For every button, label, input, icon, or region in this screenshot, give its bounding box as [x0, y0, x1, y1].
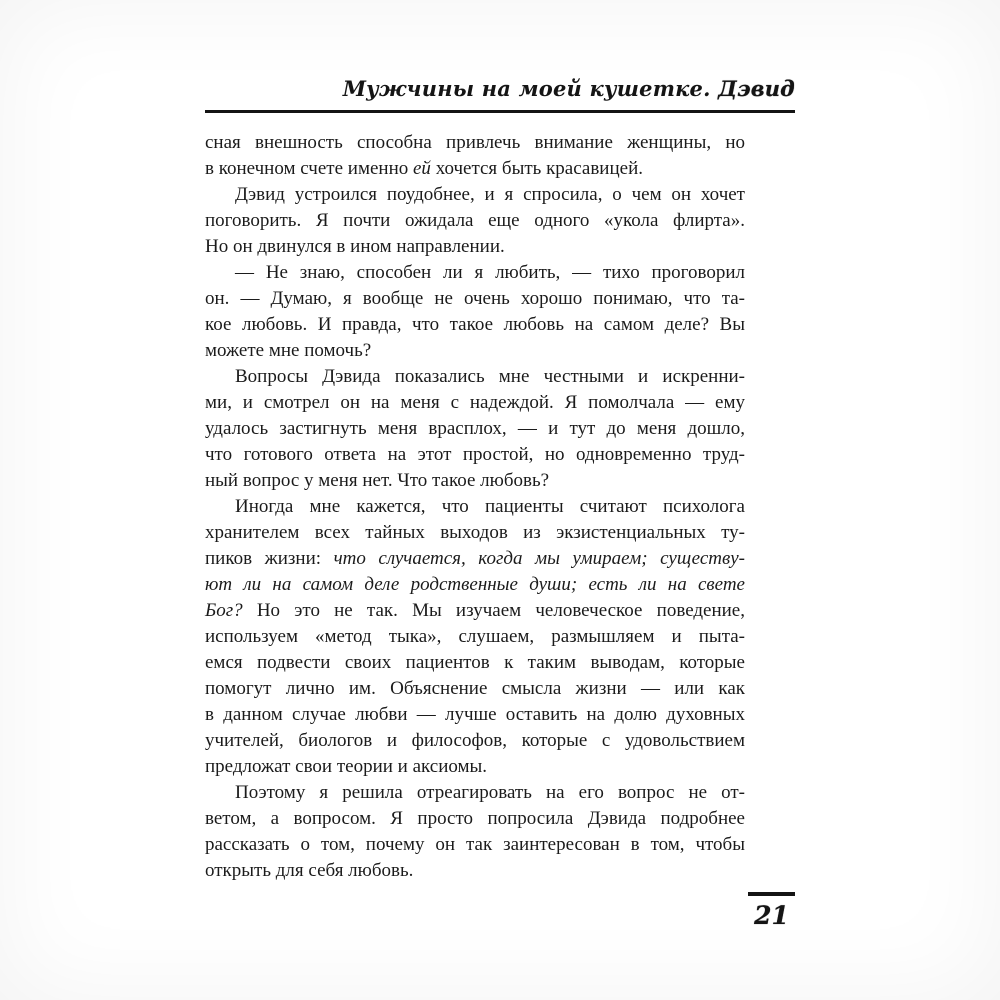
text-line — [205, 780, 745, 806]
text-run: он. — Думаю, я вообще не очень хорошо понимаю, что та- — [205, 288, 745, 309]
italic-text-run: ей — [413, 158, 431, 179]
footer-rule — [748, 892, 795, 896]
text-run: Иногда мне кажется, что пациенты считают психолога — [235, 496, 745, 517]
page-content — [205, 0, 795, 884]
text-run: — Не знаю, способен ли я любить, — тихо проговорил — [235, 262, 745, 283]
text-run: Поэтому я решила отреагировать на его вопрос не от- — [235, 782, 745, 803]
text-line — [205, 416, 745, 442]
text-run: ми, и смотрел он на меня с надеждой. Я помолчала — ему — [205, 392, 745, 413]
text-line — [205, 858, 745, 884]
text-line — [205, 702, 745, 728]
running-header — [205, 76, 795, 101]
text-line — [205, 676, 745, 702]
body-text — [205, 130, 745, 884]
text-run: Дэвид устроился поудобнее, и я спросила, о чем он хочет — [235, 184, 745, 205]
text-run: Вопросы Дэвида показались мне честными и искренни- — [235, 366, 745, 387]
text-run: пиков жизни: — [205, 548, 334, 569]
paragraph — [205, 182, 745, 260]
text-line — [205, 754, 745, 780]
italic-text-run: что случается, когда мы умираем; существу- — [333, 548, 745, 569]
paragraph — [205, 780, 745, 884]
paragraph — [205, 260, 745, 364]
text-line — [205, 520, 745, 546]
text-line — [205, 130, 745, 156]
text-run: Но он двинулся в ином направлении. — [205, 236, 505, 257]
text-line — [205, 546, 745, 572]
text-run: помогут лично им. Объяснение смысла жизни — или как — [205, 678, 745, 699]
text-line — [205, 806, 745, 832]
text-run: рассказать о том, почему он так заинтересован в том, чтобы — [205, 834, 745, 855]
text-run: учителей, биологов и философов, которые с удовольствием — [205, 730, 745, 751]
text-run: открыть для себя любовь. — [205, 860, 414, 881]
text-line — [205, 338, 745, 364]
text-line — [205, 442, 745, 468]
paragraph — [205, 130, 745, 182]
text-run: хочется быть красавицей. — [430, 158, 643, 179]
text-line — [205, 286, 745, 312]
text-line — [205, 156, 745, 182]
text-line — [205, 728, 745, 754]
text-line — [205, 598, 745, 624]
italic-text-run: Бог? — [205, 600, 243, 621]
page-footer — [748, 892, 795, 930]
paragraph — [205, 364, 745, 494]
text-line — [205, 832, 745, 858]
text-run: кое любовь. И правда, что такое любовь на самом деле? Вы — [205, 314, 745, 335]
text-run: используем «метод тыка», слушаем, размышляем и пыта- — [205, 626, 745, 647]
page-number: 21 — [754, 901, 789, 930]
text-run: сная внешность способна привлечь внимание женщины, но — [205, 132, 745, 153]
text-run: Но это не так. Мы изучаем человеческое поведение, — [242, 600, 745, 621]
text-line — [205, 624, 745, 650]
text-run: удалось застигнуть меня врасплох, — и тут до меня дошло, — [205, 418, 745, 439]
text-line — [205, 260, 745, 286]
text-run: ветом, а вопросом. Я просто попросила Дэвида подробнее — [205, 808, 745, 829]
paragraph — [205, 494, 745, 780]
text-run: емся подвести своих пациентов к таким выводам, которые — [205, 652, 745, 673]
italic-text-run: ют ли на самом деле родственные души; есть ли на свете — [205, 574, 745, 595]
running-header-chapter: Дэвид — [718, 76, 795, 101]
text-line — [205, 494, 745, 520]
text-run: в данном случае любви — лучше оставить на долю духовных — [205, 704, 745, 725]
text-line — [205, 468, 745, 494]
text-line — [205, 208, 745, 234]
text-run: можете мне помочь? — [205, 340, 372, 361]
text-run: что готового ответа на этот простой, но одновременно труд- — [205, 444, 745, 465]
text-run: поговорить. Я почти ожидала еще одного «укола флирта». — [205, 210, 745, 231]
text-line — [205, 182, 745, 208]
text-run: хранителем всех тайных выходов из экзистенциальных ту- — [205, 522, 745, 543]
text-line — [205, 312, 745, 338]
running-header-title: Мужчины на моей кушетке. — [342, 76, 719, 101]
header-rule — [205, 110, 795, 113]
text-line — [205, 234, 745, 260]
text-line — [205, 572, 745, 598]
text-line — [205, 390, 745, 416]
text-line — [205, 364, 745, 390]
text-line — [205, 650, 745, 676]
text-run: ный вопрос у меня нет. Что такое любовь? — [205, 470, 550, 491]
text-run: в конечном счете именно — [205, 158, 413, 179]
text-run: предложат свои теории и аксиомы. — [205, 756, 488, 777]
